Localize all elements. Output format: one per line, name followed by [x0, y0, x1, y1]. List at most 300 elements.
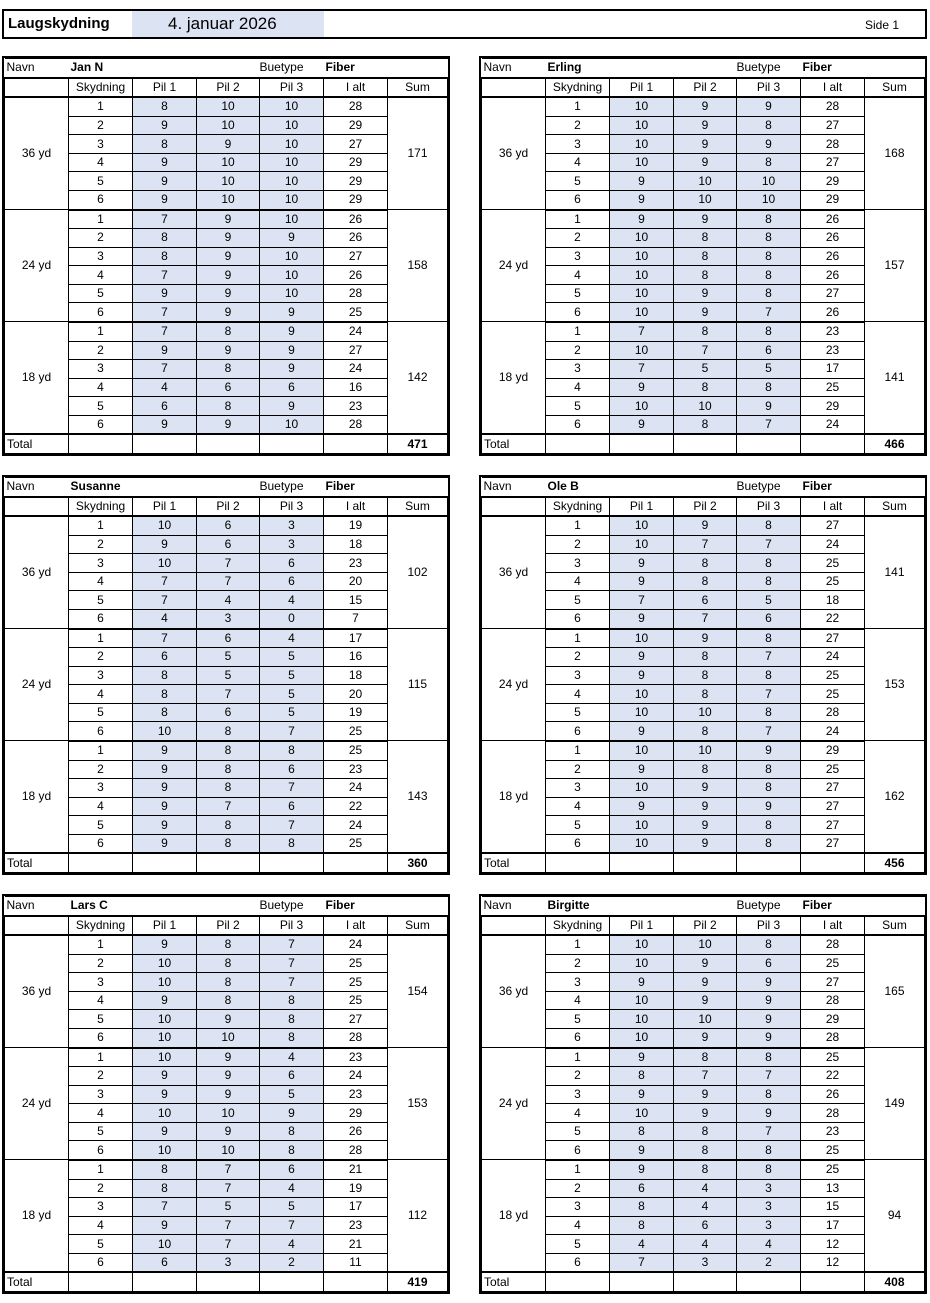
arrow3-score: 5	[260, 666, 324, 685]
end-number: 2	[546, 341, 610, 360]
page-title: Laugskydning	[8, 15, 110, 32]
score-row	[5, 554, 448, 573]
end-total: 26	[324, 1122, 388, 1141]
score-row	[482, 341, 925, 360]
end-number: 3	[69, 1198, 133, 1217]
arrow1-score: 10	[610, 135, 674, 154]
grand-total: 456	[865, 853, 925, 872]
grand-total: 419	[388, 1272, 448, 1291]
arrow1-score: 10	[133, 1141, 197, 1160]
end-total: 29	[801, 741, 865, 760]
score-row	[482, 797, 925, 816]
arrow2-score: 8	[674, 1122, 737, 1141]
arrow3-score: 7	[260, 954, 324, 973]
arrow2-score: 3	[197, 610, 260, 629]
end-number: 2	[546, 116, 610, 135]
arrow2-score: 9	[674, 954, 737, 973]
arrow2-score: 10	[197, 191, 260, 210]
end-number: 1	[69, 516, 133, 535]
arrow3-score: 6	[260, 554, 324, 573]
column-header-row	[5, 916, 448, 936]
arrow1-score: 8	[133, 1179, 197, 1198]
info-blank	[865, 897, 925, 916]
end-number: 5	[546, 172, 610, 191]
arrow1-score: 9	[610, 191, 674, 210]
end-total: 18	[324, 535, 388, 554]
arrow2-score: 8	[674, 760, 737, 779]
arrow1-score: 10	[133, 954, 197, 973]
col-header-skydning: Skydning	[69, 916, 133, 936]
arrow2-score: 8	[197, 834, 260, 853]
score-row	[482, 535, 925, 554]
distance-sum: 102	[388, 516, 448, 628]
end-total: 25	[801, 1048, 865, 1067]
total-label: Total	[5, 434, 69, 453]
arrow3-score: 6	[260, 1067, 324, 1086]
total-blank	[324, 434, 388, 453]
arrow3-score: 10	[260, 153, 324, 172]
arrow3-score: 5	[260, 703, 324, 722]
total-blank	[801, 434, 865, 453]
distance-sum: 157	[865, 210, 925, 322]
score-row	[482, 1085, 925, 1104]
end-total: 27	[801, 284, 865, 303]
arrow1-score: 9	[610, 210, 674, 229]
arrow1-score: 9	[133, 1085, 197, 1104]
arrow2-score: 7	[674, 535, 737, 554]
arrow2-score: 8	[674, 378, 737, 397]
score-row	[482, 1253, 925, 1272]
end-number: 6	[546, 610, 610, 629]
arrow2-score: 9	[197, 229, 260, 248]
arrow3-score: 10	[260, 415, 324, 434]
arrow3-score: 7	[260, 816, 324, 835]
end-total: 15	[801, 1198, 865, 1217]
column-header-row	[5, 78, 448, 98]
arrow2-score: 9	[674, 973, 737, 992]
distance-sum: 149	[865, 1048, 925, 1160]
total-blank	[260, 1272, 324, 1291]
arrow3-score: 7	[737, 1122, 801, 1141]
end-total: 25	[324, 973, 388, 992]
end-total: 29	[801, 191, 865, 210]
end-total: 22	[324, 797, 388, 816]
end-number: 6	[69, 1253, 133, 1272]
arrow1-score: 9	[133, 741, 197, 760]
col-header-pil2: Pil 2	[197, 78, 260, 98]
distance-label: 18 yd	[482, 322, 546, 434]
arrow2-score: 9	[197, 1122, 260, 1141]
end-number: 5	[69, 284, 133, 303]
end-total: 16	[324, 648, 388, 667]
arrow2-score: 3	[197, 1253, 260, 1272]
arrow3-score: 10	[260, 284, 324, 303]
col-header-ialt: I alt	[324, 497, 388, 517]
col-header-pil2: Pil 2	[197, 497, 260, 517]
distance-sum: 143	[388, 741, 448, 853]
score-row	[482, 779, 925, 798]
arrow3-score: 8	[737, 266, 801, 285]
archer-info-row	[5, 59, 448, 78]
score-row	[5, 172, 448, 191]
arrow1-score: 7	[133, 572, 197, 591]
end-total: 18	[801, 591, 865, 610]
end-number: 4	[546, 685, 610, 704]
end-total: 24	[801, 648, 865, 667]
end-number: 2	[546, 954, 610, 973]
arrow1-score: 10	[610, 229, 674, 248]
arrow3-score: 0	[260, 610, 324, 629]
end-number: 5	[69, 397, 133, 416]
score-row	[5, 266, 448, 285]
end-number: 5	[546, 591, 610, 610]
col-header-pil3: Pil 3	[260, 497, 324, 517]
col-header-pil1: Pil 1	[610, 916, 674, 936]
end-number: 2	[546, 1179, 610, 1198]
col-header-pil3: Pil 3	[260, 916, 324, 936]
arrow1-score: 8	[133, 135, 197, 154]
end-number: 6	[546, 303, 610, 322]
arrow2-score: 4	[197, 591, 260, 610]
score-row	[5, 341, 448, 360]
info-blank	[388, 897, 448, 916]
arrow1-score: 10	[133, 973, 197, 992]
end-total: 28	[801, 135, 865, 154]
arrow2-score: 6	[197, 629, 260, 648]
arrow1-score: 9	[610, 973, 674, 992]
arrow2-score: 7	[674, 1067, 737, 1086]
end-number: 4	[546, 572, 610, 591]
col-header-ialt: I alt	[801, 78, 865, 98]
arrow1-score: 8	[133, 685, 197, 704]
info-blank	[865, 59, 925, 78]
distance-sum: 168	[865, 97, 925, 209]
arrow2-score: 8	[674, 1048, 737, 1067]
end-number: 3	[546, 247, 610, 266]
score-row	[482, 610, 925, 629]
arrow1-score: 10	[610, 116, 674, 135]
end-total: 26	[801, 229, 865, 248]
arrow2-score: 9	[674, 779, 737, 798]
arrow2-score: 10	[197, 97, 260, 116]
col-header-ialt: I alt	[324, 916, 388, 936]
arrow2-score: 10	[197, 1104, 260, 1123]
end-total: 29	[324, 191, 388, 210]
arrow1-score: 9	[610, 648, 674, 667]
arrow2-score: 9	[197, 1085, 260, 1104]
arrow3-score: 6	[737, 954, 801, 973]
page-header	[2, 9, 927, 39]
arrow2-score: 8	[674, 247, 737, 266]
end-number: 1	[69, 629, 133, 648]
end-number: 2	[69, 535, 133, 554]
score-row	[482, 554, 925, 573]
arrow1-score: 10	[610, 535, 674, 554]
score-row	[482, 666, 925, 685]
end-total: 29	[801, 397, 865, 416]
arrow1-score: 7	[133, 303, 197, 322]
total-blank	[610, 434, 674, 453]
arrow1-score: 10	[610, 97, 674, 116]
arrow3-score: 8	[737, 703, 801, 722]
arrow1-score: 8	[610, 1122, 674, 1141]
arrow1-score: 4	[133, 378, 197, 397]
arrow1-score: 9	[133, 1067, 197, 1086]
arrow2-score: 9	[674, 991, 737, 1010]
arrow2-score: 6	[674, 591, 737, 610]
grand-total: 466	[865, 434, 925, 453]
end-number: 4	[546, 153, 610, 172]
arrow2-score: 9	[197, 247, 260, 266]
arrow2-score: 9	[674, 303, 737, 322]
score-row	[482, 1067, 925, 1086]
arrow1-score: 9	[133, 172, 197, 191]
end-number: 6	[69, 834, 133, 853]
arrow1-score: 10	[610, 685, 674, 704]
arrow3-score: 9	[737, 991, 801, 1010]
end-total: 25	[801, 685, 865, 704]
arrow3-score: 9	[260, 1104, 324, 1123]
arrow2-score: 4	[674, 1198, 737, 1217]
arrow1-score: 4	[133, 610, 197, 629]
score-row	[482, 1010, 925, 1029]
score-row	[5, 572, 448, 591]
arrow3-score: 7	[737, 648, 801, 667]
end-number: 5	[546, 397, 610, 416]
distance-sum: 153	[388, 1048, 448, 1160]
arrow1-score: 10	[133, 722, 197, 741]
arrow2-score: 8	[674, 648, 737, 667]
end-number: 3	[546, 779, 610, 798]
arrow1-score: 7	[133, 629, 197, 648]
arrow3-score: 9	[260, 341, 324, 360]
score-row	[482, 516, 925, 535]
arrow1-score: 9	[133, 284, 197, 303]
arrow3-score: 8	[737, 153, 801, 172]
arrow2-score: 8	[674, 266, 737, 285]
end-number: 6	[546, 834, 610, 853]
arrow1-score: 8	[133, 666, 197, 685]
arrow1-score: 10	[610, 1029, 674, 1048]
scorecard-table	[481, 896, 925, 1292]
arrow3-score: 9	[737, 797, 801, 816]
end-total: 13	[801, 1179, 865, 1198]
end-number: 3	[546, 135, 610, 154]
end-total: 28	[801, 1029, 865, 1048]
arrow2-score: 7	[674, 610, 737, 629]
arrow3-score: 9	[737, 741, 801, 760]
end-total: 25	[324, 741, 388, 760]
distance-label: 36 yd	[5, 516, 69, 628]
arrow3-score: 7	[737, 415, 801, 434]
arrow3-score: 2	[260, 1253, 324, 1272]
col-header-sum: Sum	[388, 78, 448, 98]
buetype-label: Buetype	[729, 897, 793, 916]
arrow1-score: 9	[133, 1122, 197, 1141]
col-header-pil3: Pil 3	[260, 78, 324, 98]
end-number: 4	[69, 266, 133, 285]
arrow3-score: 3	[260, 516, 324, 535]
arrow3-score: 5	[737, 360, 801, 379]
col-header-blank	[482, 916, 546, 936]
score-row	[482, 1235, 925, 1254]
arrow3-score: 4	[737, 1235, 801, 1254]
arrow2-score: 10	[674, 935, 737, 954]
arrow3-score: 3	[737, 1179, 801, 1198]
arrow2-score: 9	[197, 1010, 260, 1029]
end-total: 24	[324, 779, 388, 798]
total-blank	[133, 1272, 197, 1291]
end-total: 26	[324, 266, 388, 285]
arrow1-score: 10	[610, 779, 674, 798]
total-row	[482, 853, 925, 872]
arrow1-score: 10	[610, 247, 674, 266]
col-header-skydning: Skydning	[546, 78, 610, 98]
end-number: 2	[69, 954, 133, 973]
arrow1-score: 7	[133, 266, 197, 285]
arrow2-score: 9	[674, 1029, 737, 1048]
end-total: 23	[801, 341, 865, 360]
score-row	[482, 1141, 925, 1160]
score-row	[482, 397, 925, 416]
arrow2-score: 9	[674, 284, 737, 303]
end-number: 5	[546, 1122, 610, 1141]
arrow3-score: 9	[737, 135, 801, 154]
arrow2-score: 8	[674, 322, 737, 341]
end-total: 28	[801, 97, 865, 116]
score-row	[482, 247, 925, 266]
arrow1-score: 9	[133, 535, 197, 554]
arrow1-score: 9	[133, 834, 197, 853]
score-row	[482, 973, 925, 992]
distance-label: 24 yd	[482, 210, 546, 322]
arrow2-score: 9	[674, 153, 737, 172]
score-row	[5, 1235, 448, 1254]
end-total: 27	[801, 797, 865, 816]
scorecard	[2, 894, 450, 1294]
total-blank	[324, 1272, 388, 1291]
end-number: 3	[69, 247, 133, 266]
score-row	[482, 415, 925, 434]
archer-info-row	[5, 897, 448, 916]
scorecard	[2, 475, 450, 875]
arrow1-score: 6	[610, 1179, 674, 1198]
arrow1-score: 9	[610, 1141, 674, 1160]
score-row	[482, 1216, 925, 1235]
end-total: 23	[801, 322, 865, 341]
end-total: 22	[801, 610, 865, 629]
distance-label: 18 yd	[5, 322, 69, 434]
arrow2-score: 6	[197, 535, 260, 554]
arrow2-score: 7	[197, 797, 260, 816]
distance-label: 18 yd	[482, 1160, 546, 1272]
arrow1-score: 10	[610, 341, 674, 360]
arrow3-score: 8	[260, 1029, 324, 1048]
arrow3-score: 9	[260, 322, 324, 341]
end-total: 25	[801, 1141, 865, 1160]
arrow3-score: 3	[260, 535, 324, 554]
arrow2-score: 8	[197, 973, 260, 992]
end-total: 26	[801, 1085, 865, 1104]
end-total: 20	[324, 572, 388, 591]
end-number: 1	[69, 210, 133, 229]
col-header-pil2: Pil 2	[674, 78, 737, 98]
info-blank	[197, 478, 260, 497]
end-number: 3	[69, 554, 133, 573]
col-header-pil2: Pil 2	[197, 916, 260, 936]
info-blank	[610, 59, 674, 78]
arrow1-score: 9	[610, 666, 674, 685]
arrow2-score: 3	[674, 1253, 737, 1272]
distance-sum: 142	[388, 322, 448, 434]
score-row	[5, 247, 448, 266]
score-row	[5, 648, 448, 667]
total-row	[5, 853, 448, 872]
arrow1-score: 10	[133, 1010, 197, 1029]
end-total: 12	[801, 1253, 865, 1272]
total-blank	[610, 853, 674, 872]
end-number: 2	[69, 1179, 133, 1198]
arrow2-score: 9	[674, 834, 737, 853]
arrow2-score: 8	[674, 666, 737, 685]
distance-sum: 153	[865, 629, 925, 741]
arrow1-score: 9	[610, 722, 674, 741]
arrow2-score: 7	[674, 341, 737, 360]
end-number: 4	[69, 153, 133, 172]
arrow3-score: 9	[260, 360, 324, 379]
total-blank	[674, 853, 737, 872]
end-number: 4	[69, 685, 133, 704]
score-row	[5, 1253, 448, 1272]
total-label: Total	[5, 1272, 69, 1291]
arrow2-score: 5	[197, 666, 260, 685]
arrow2-score: 8	[674, 1160, 737, 1179]
end-total: 25	[324, 834, 388, 853]
arrow2-score: 7	[197, 1216, 260, 1235]
arrow3-score: 8	[737, 666, 801, 685]
end-total: 28	[324, 284, 388, 303]
buetype-label: Buetype	[252, 59, 316, 78]
arrow2-score: 9	[674, 1104, 737, 1123]
score-row	[5, 229, 448, 248]
end-total: 28	[801, 991, 865, 1010]
col-header-pil1: Pil 1	[610, 497, 674, 517]
arrow1-score: 10	[133, 1235, 197, 1254]
info-blank	[133, 478, 197, 497]
col-header-blank	[482, 78, 546, 98]
end-total: 28	[324, 1029, 388, 1048]
arrow3-score: 7	[737, 1067, 801, 1086]
end-total: 28	[801, 935, 865, 954]
col-header-ialt: I alt	[801, 497, 865, 517]
score-row	[5, 685, 448, 704]
total-blank	[197, 434, 260, 453]
arrow1-score: 6	[133, 1253, 197, 1272]
end-number: 5	[69, 816, 133, 835]
end-total: 12	[801, 1235, 865, 1254]
arrow3-score: 10	[737, 191, 801, 210]
end-number: 1	[69, 322, 133, 341]
arrow3-score: 9	[260, 229, 324, 248]
distance-sum: 141	[865, 516, 925, 628]
arrow3-score: 8	[737, 760, 801, 779]
arrow3-score: 8	[737, 378, 801, 397]
arrow2-score: 10	[674, 1010, 737, 1029]
end-number: 4	[546, 378, 610, 397]
arrow2-score: 8	[197, 322, 260, 341]
end-number: 6	[546, 1141, 610, 1160]
arrow1-score: 4	[610, 1235, 674, 1254]
